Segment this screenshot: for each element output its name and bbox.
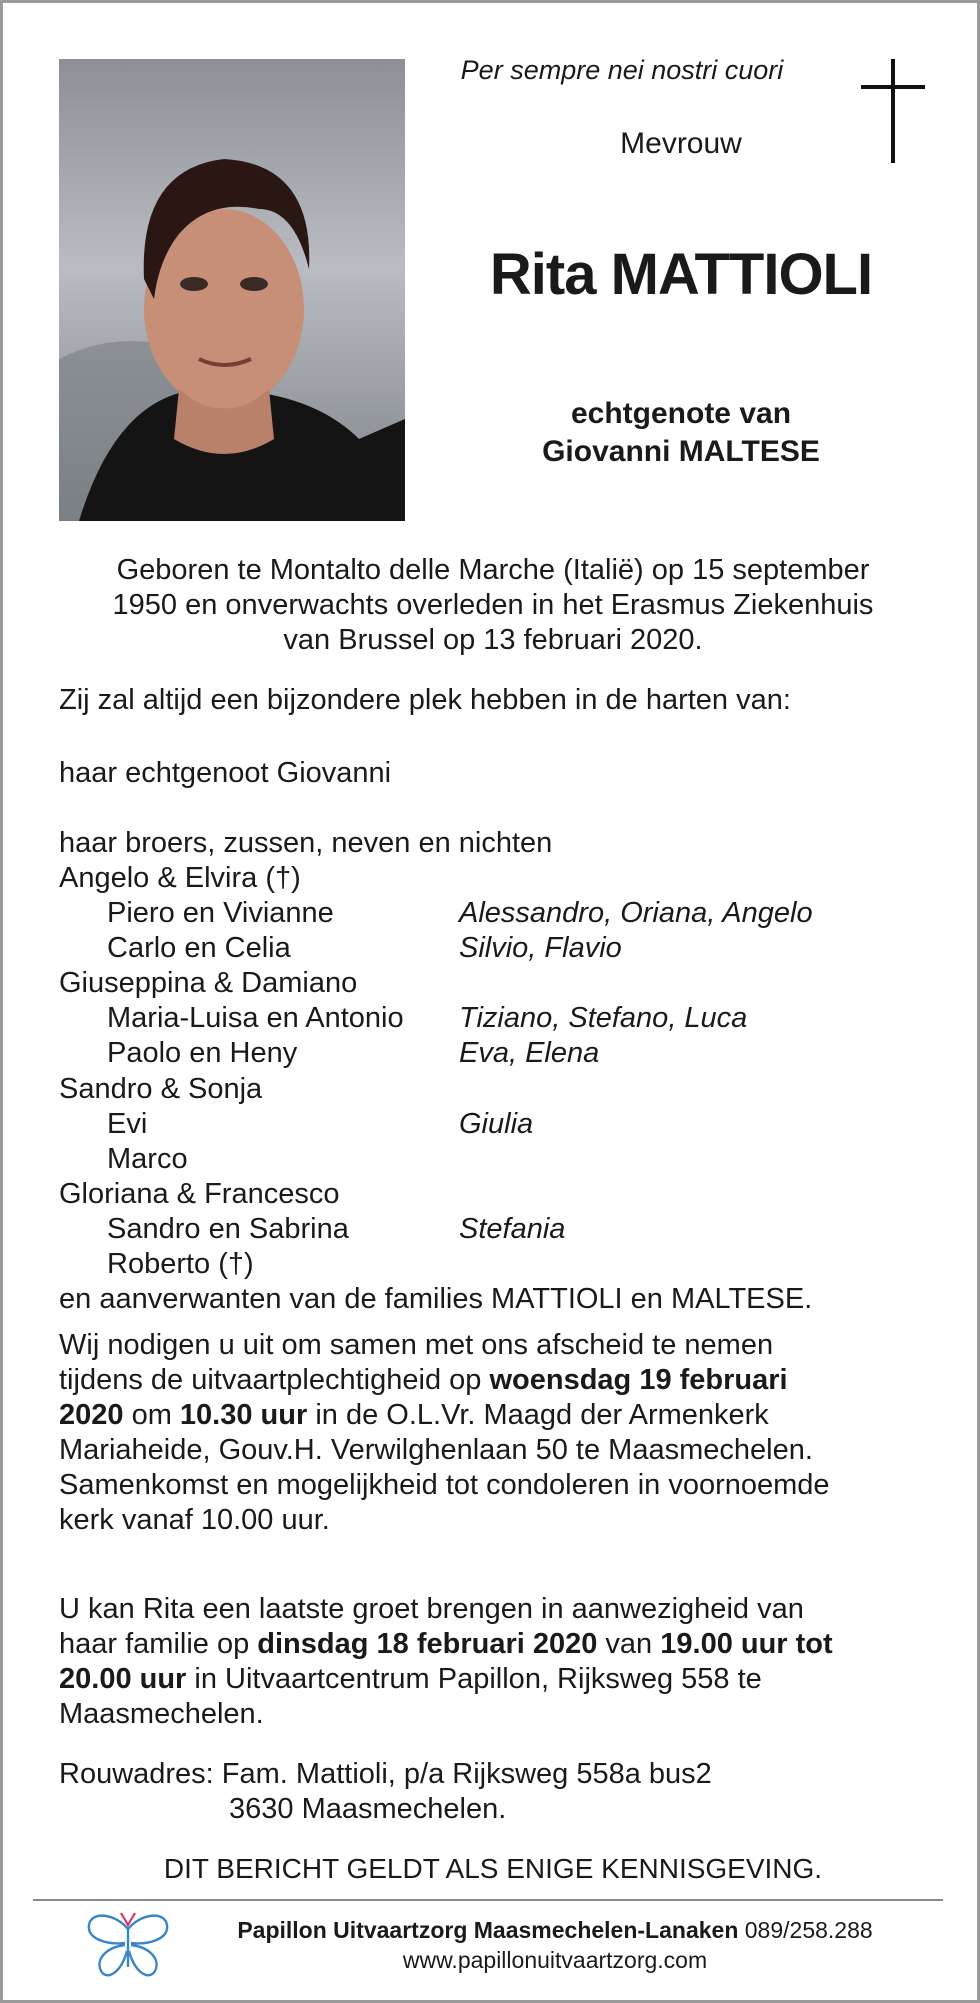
funeral-line-1: Wij nodigen u uit om samen met ons afscheid te nemen (59, 1329, 774, 1361)
family-member-name: Angelo & Elvira (†) (59, 862, 301, 894)
visit-line-4: Maasmechelen. (59, 1698, 264, 1730)
family-row (59, 931, 939, 966)
funeral-home-name: Papillon Uitvaartzorg Maasmechelen-Lanaken (237, 1917, 739, 1943)
birth-death-paragraph (59, 553, 927, 658)
spouse-block (407, 395, 955, 471)
family-member-name: Evi (107, 1107, 148, 1140)
visit-line-2 (59, 1627, 939, 1662)
mourning-address-line-2: 3630 Maasmechelen. (229, 1793, 507, 1825)
motto: Per sempre nei nostri cuori (460, 55, 784, 85)
notice-text: DIT BERICHT GELDT ALS ENIGE KENNISGEVING. (163, 1853, 823, 1884)
portrait-photo (59, 59, 405, 521)
family-row (59, 861, 939, 896)
title-prefix: Mevrouw (620, 127, 742, 160)
funeral-home-phone: 089/258.288 (738, 1917, 873, 1943)
visit-line-1: U kan Rita een laatste groet brengen in aanwezigheid van (59, 1593, 804, 1625)
family-member-name: Sandro en Sabrina (107, 1212, 349, 1245)
family-row (59, 1072, 939, 1107)
family-member-name: Maria-Luisa en Antonio (107, 1002, 404, 1035)
family-children-names: Eva, Elena (459, 1037, 600, 1070)
family-member-name: Marco (107, 1142, 188, 1175)
family-row (59, 1001, 939, 1036)
funeral-text: in de O.L.Vr. Maagd der Armenkerk (307, 1399, 769, 1431)
funeral-line-2 (59, 1363, 939, 1398)
family-member-name: Sandro & Sonja (59, 1072, 263, 1105)
deceased-name: Rita MATTIOLI (489, 242, 873, 307)
family-children-names: Silvio, Flavio (459, 932, 622, 965)
funeral-line-5: Samenkomst en mogelijkheid tot condoleren in voornoemde (59, 1469, 830, 1501)
family-member-name: Paolo en Heny (107, 1037, 298, 1070)
funeral-home-website[interactable]: www.papillonuitvaartzorg.com (402, 1947, 708, 1973)
family-row (59, 1107, 939, 1142)
family-member-name: Piero en Vivianne (107, 897, 334, 930)
logo-wing-upper-right (128, 1916, 167, 1944)
visit-time-start: 19.00 uur tot (660, 1628, 833, 1660)
family-list (59, 861, 939, 1317)
logo-wing-upper-left (89, 1916, 128, 1944)
funeral-year: 2020 (59, 1399, 124, 1431)
logo-wing-lower-left (99, 1945, 127, 1975)
funeral-paragraph (59, 1328, 939, 1538)
birth-line-3: van Brussel op 13 februari 2020. (283, 624, 703, 656)
family-row (59, 966, 939, 1001)
mourning-address-line-1: Rouwadres: Fam. Mattioli, p/a Rijksweg 558a bus2 (59, 1758, 712, 1790)
butterfly-logo-icon (85, 1907, 171, 1983)
funeral-home-line (185, 1915, 925, 1945)
siblings-intro: haar broers, zussen, neven en nichten (59, 827, 553, 859)
family-children-names: Alessandro, Oriana, Angelo (459, 897, 813, 930)
family-row (59, 896, 939, 931)
family-children-names: Stefania (459, 1212, 566, 1245)
spouse-line-1: echtgenote van (570, 397, 792, 430)
family-member-name: en aanverwanten van de families MATTIOLI en MALTESE. (59, 1283, 813, 1316)
family-member-name: Giuseppina & Damiano (59, 967, 358, 1000)
family-member-name: Roberto (†) (107, 1248, 254, 1281)
family-member-name: Gloriana & Francesco (59, 1177, 340, 1210)
family-row (59, 1177, 939, 1212)
visit-text: van (597, 1628, 661, 1660)
husband-line: haar echtgenoot Giovanni (59, 757, 392, 789)
funeral-line-4: Mariaheide, Gouv.H. Verwilghenlaan 50 te Maasmechelen. (59, 1434, 813, 1466)
family-intro: Zij zal altijd een bijzondere plek hebben in de harten van: (59, 684, 791, 716)
funeral-line-3 (59, 1398, 939, 1433)
funeral-text: tijdens de uitvaartplechtigheid op (59, 1364, 490, 1396)
visit-date: dinsdag 18 februari 2020 (257, 1628, 598, 1660)
birth-line-1: Geboren te Montalto delle Marche (Italië) op 15 september (116, 554, 870, 586)
funeral-date: woensdag 19 februari (489, 1364, 788, 1396)
birth-line-2: 1950 en onverwachts overleden in het Erasmus Ziekenhuis (112, 589, 874, 621)
spouse-line-2: Giovanni MALTESE (542, 435, 820, 468)
funeral-text: om (123, 1399, 180, 1431)
visit-text: haar familie op (59, 1628, 258, 1660)
visit-line-3 (59, 1662, 939, 1697)
family-member-name: Carlo en Celia (107, 932, 291, 965)
family-row (59, 1282, 939, 1317)
family-row (59, 1142, 939, 1177)
funeral-time: 10.30 uur (179, 1399, 308, 1431)
visit-time-end: 20.00 uur (59, 1663, 187, 1695)
family-row (59, 1212, 939, 1247)
family-children-names: Tiziano, Stefano, Luca (459, 1002, 748, 1035)
family-children-names: Giulia (459, 1107, 534, 1140)
family-row (59, 1036, 939, 1071)
family-row (59, 1247, 939, 1282)
visit-text: in Uitvaartcentrum Papillon, Rijksweg 558 te (186, 1663, 762, 1695)
logo-wing-lower-right (129, 1945, 157, 1975)
visitation-paragraph (59, 1592, 939, 1732)
footer-divider (33, 1899, 943, 1901)
funeral-line-6: kerk vanaf 10.00 uur. (59, 1504, 330, 1536)
